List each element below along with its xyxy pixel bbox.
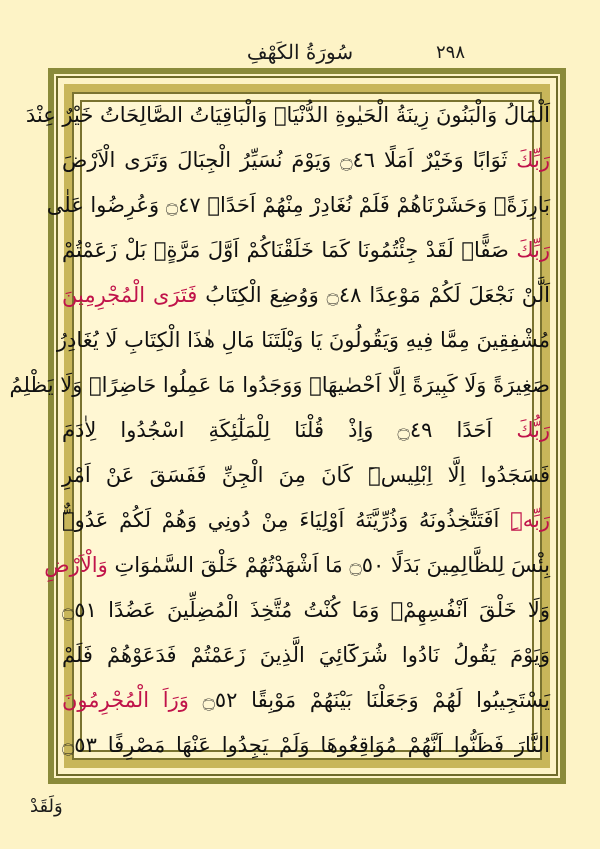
highlighted-word: رَبُّكَ xyxy=(516,418,550,442)
line-text: يَسْتَجِيبُوا لَهُمْ وَجَعَلْنَا بَيْنَهُمْ مَوْبِقًا ۝٥٢ xyxy=(188,688,550,712)
highlighted-word: وَرَاَ الْمُجْرِمُونَ xyxy=(62,688,189,712)
text-line xyxy=(44,544,550,586)
highlighted-word: فَتَرَى الْمُجْرِمِينَ xyxy=(62,283,198,307)
text-line xyxy=(62,589,550,631)
line-text: اَلَّنْ نَجْعَلَ لَكُمْ مَوْعِدًا ۝٤٨ وَوُضِعَ الْكِتَابُ xyxy=(197,283,551,307)
text-line xyxy=(62,634,550,676)
text-line xyxy=(62,454,550,496)
text-line xyxy=(62,139,550,181)
text-block xyxy=(9,92,551,770)
line-text: اَحَدًا ۝٤٩ وَاِذْ قُلْنَا لِلْمَلٰٓئِكَةِ اسْجُدُوا لِاٰدَمَ xyxy=(62,418,517,442)
text-line xyxy=(62,229,550,271)
line-text: وَلَا خَلْقَ اَنْفُسِهِمْۖ وَمَا كُنْتُ مُتَّخِذَ الْمُضِلِّينَ عَضُدًا ۝٥١ xyxy=(62,598,550,622)
highlighted-word: رَبِّكَ xyxy=(516,238,550,262)
line-text: صَفًّاۜ لَقَدْ جِئْتُمُونَا كَمَا خَلَقْنَاكُمْ اَوَّلَ مَرَّةٍۘ بَلْ زَعَمْتُمْ xyxy=(62,238,517,262)
line-text: اَلْمَالُ وَالْبَنُونَ زِينَةُ الْحَيٰوةِ الدُّنْيَاۚ وَالْبَاقِيَاتُ الصَّالِحَاتُ خَيْرٌ عِنْدَ xyxy=(25,103,550,127)
highlighted-word: رَبِّهِۜ xyxy=(510,508,550,532)
text-line xyxy=(62,724,550,766)
line-text: وَيَوْمَ يَقُولُ نَادُوا شُرَكَٓائِيَ الَّذِينَ زَعَمْتُمْ فَدَعَوْهُمْ فَلَمْ xyxy=(62,643,550,667)
text-line xyxy=(62,679,550,721)
line-text: صَغِيرَةً وَلَا كَبِيرَةً اِلَّا اَحْصٰيهَاۚ وَوَجَدُوا مَا عَمِلُوا حَاضِرًاۜ وَلَا يَظْلِمُ xyxy=(9,373,550,397)
text-line xyxy=(46,184,550,226)
line-text: مُشْفِقِينَ مِمَّا فِيهِ وَيَقُولُونَ يَا وَيْلَتَنَا مَالِ هٰذَا الْكِتَابِ لَا يُغَادِرُ xyxy=(56,328,550,352)
line-text: النَّارَ فَظَنُّوا اَنَّهُمْ مُوَاقِعُوهَا وَلَمْ يَجِدُوا عَنْهَا مَصْرِفًا ۝٥٣ xyxy=(62,733,550,757)
text-line xyxy=(56,319,550,361)
text-line xyxy=(62,499,550,541)
line-text: اَفَتَتَّخِذُونَهُ وَذُرِّيَّتَهُ اَوْلِيَاءَ مِنْ دُونِي وَهُمْ لَكُمْ عَدُوٌّۜ xyxy=(62,508,511,532)
highlighted-word: رَبِّكَ xyxy=(516,148,550,172)
text-line xyxy=(25,94,550,136)
text-line xyxy=(62,409,550,451)
page-number: ٢٩٨ xyxy=(436,42,466,63)
text-line xyxy=(9,364,550,406)
line-text: فَسَجَدُوا اِلَّا اِبْلِيسَۜ كَانَ مِنَ الْجِنِّ فَفَسَقَ عَنْ اَمْرِ xyxy=(62,463,550,487)
catchword: وَلَقَدْ xyxy=(30,796,63,817)
line-text: ثَوَابًا وَخَيْرٌ اَمَلًا ۝٤٦ وَيَوْمَ نُسَيِّرُ الْجِبَالَ وَتَرَى الْاَرْضَ xyxy=(62,148,517,172)
line-text: بَارِزَةًۙ وَحَشَرْنَاهُمْ فَلَمْ نُغَادِرْ مِنْهُمْ اَحَدًاۚ ۝٤٧ وَعُرِضُوا عَلٰى xyxy=(46,193,550,217)
highlighted-word: وَالْاَرْضِ xyxy=(44,553,108,577)
line-text: بِئْسَ لِلظَّالِمِينَ بَدَلًا ۝٥٠ مَا اَشْهَدْتُهُمْ خَلْقَ السَّمٰوَاتِ xyxy=(107,553,550,577)
surah-title: سُورَةُ الكَهْفِ xyxy=(246,40,354,64)
text-line xyxy=(62,274,550,316)
